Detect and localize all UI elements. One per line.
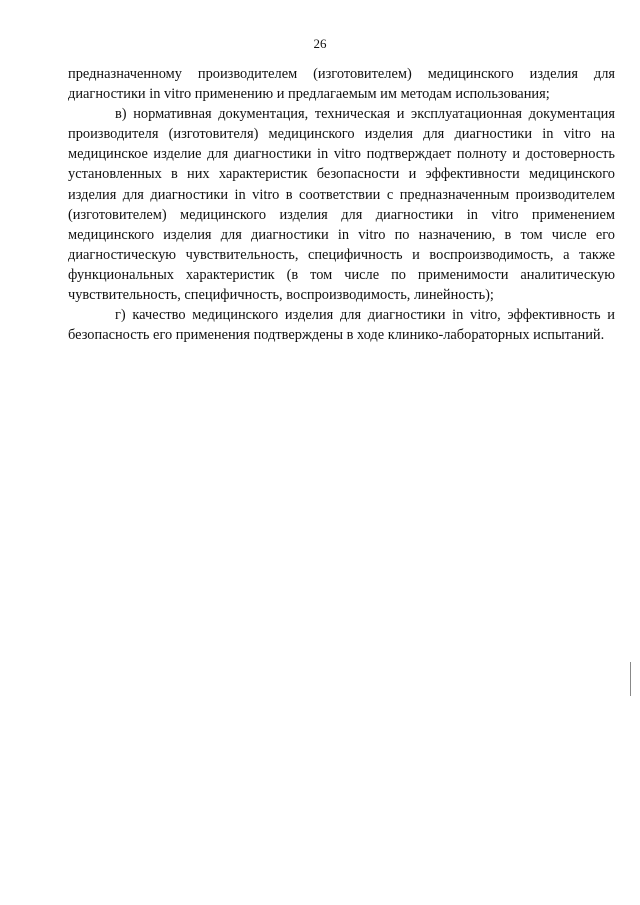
document-body [68,64,615,345]
scan-edge-mark [630,662,631,696]
paragraph-item-v: в) нормативная документация, техническая и эксплуатационная документация производителя (изготовителя) медицинского изделия для диагностики in vitro на медицинское изделие для диагностики in vitro подтверждает полноту и достоверность установленных в них характеристик безопасности и эффективности медицинского изделия для диагностики in vitro в соответствии с предназначенным производителем (изготовителем) медицинского изделия для диагностики in vitro применением медицинского изделия для диагностики in vitro по назначению, в том числе его диагностическую чувствительность, специфичность и воспроизводимость, а также функциональных характеристик (в том числе по применимости аналитическую чувствительность, специфичность, воспроизводимость, линейность); [68,106,615,304]
page-number: 26 [313,36,327,51]
paragraph-continuation: предназначенному производителем (изготовителем) медицинского изделия для диагностики in vitro применению и предлагаемым им методам использования; [68,66,615,103]
paragraph-item-g: г) качество медицинского изделия для диагностики in vitro, эффективность и безопасность его применения подтверждены в ходе клинико-лабораторных испытаний. [68,307,615,344]
